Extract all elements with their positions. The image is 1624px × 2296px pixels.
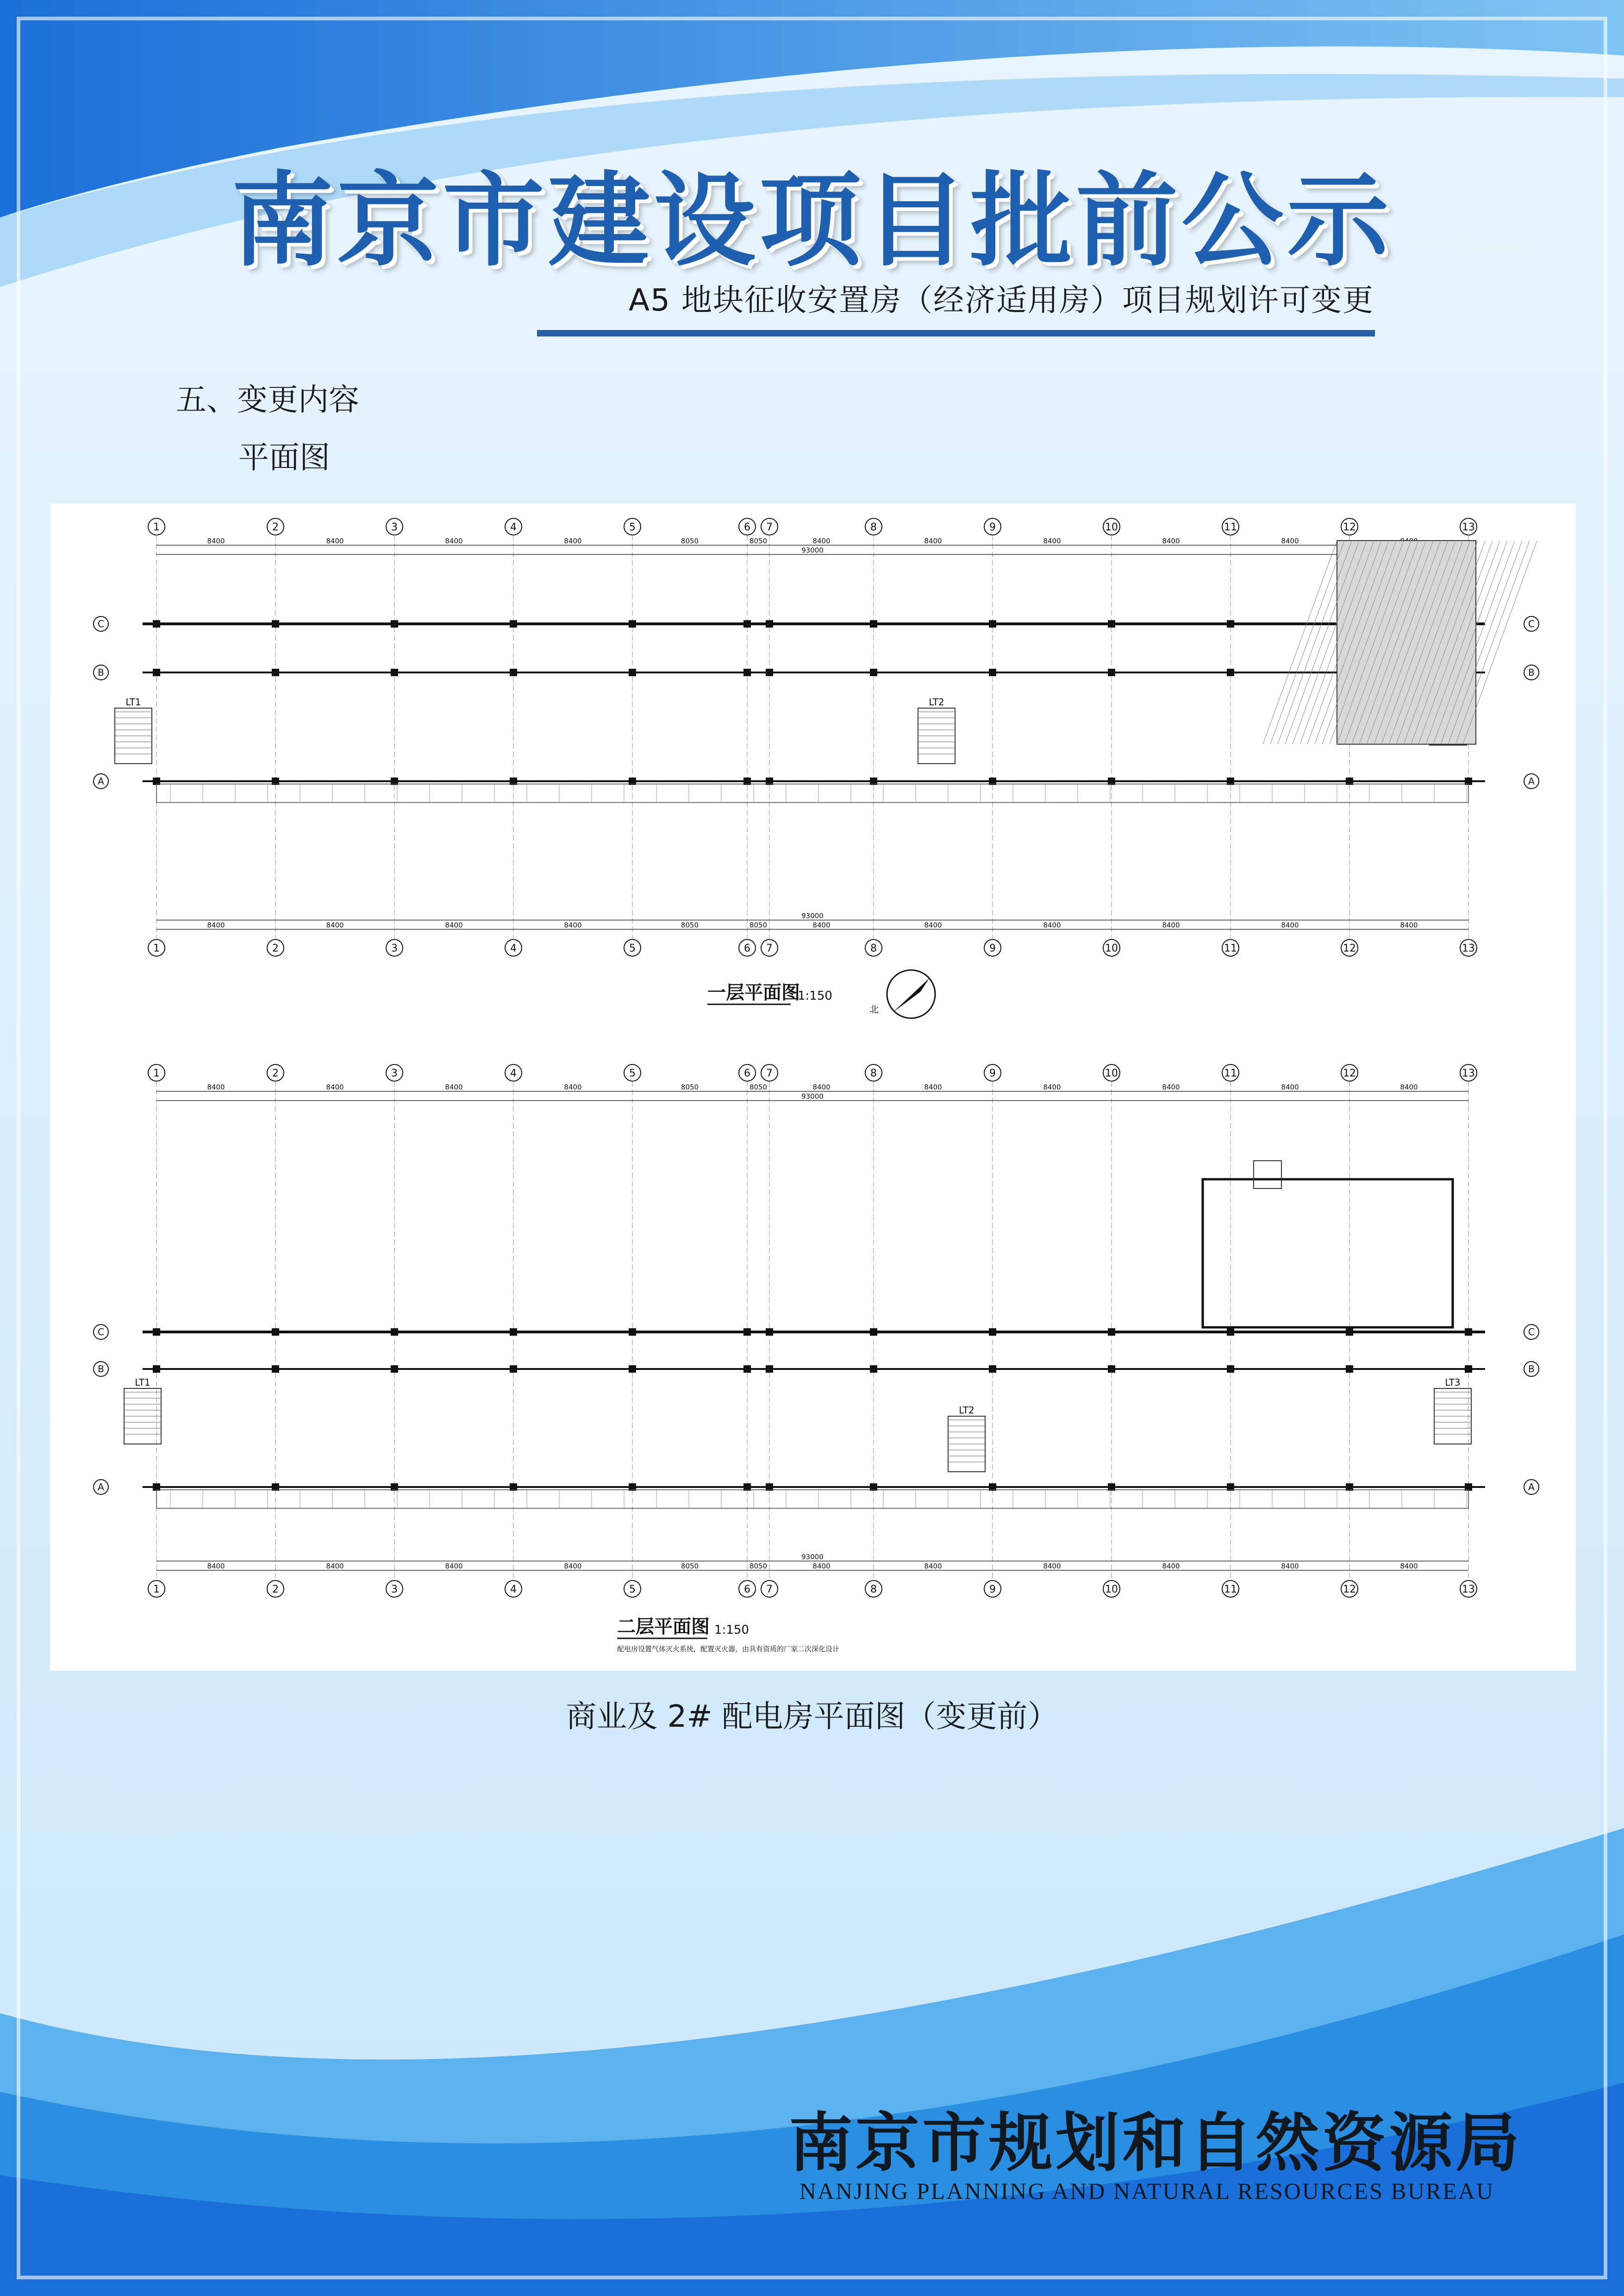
lift-label: LT3 <box>1445 1377 1461 1388</box>
row-label: C <box>1528 618 1535 629</box>
north-label: 北 <box>869 1004 879 1015</box>
structural-column <box>629 1365 636 1373</box>
bay-dimension: 8400 <box>812 1562 831 1570</box>
row-label: A <box>1528 1481 1535 1493</box>
grid-label: 7 <box>766 522 773 533</box>
bay-dimension: 8050 <box>749 1562 768 1570</box>
structural-column <box>1227 669 1234 676</box>
bay-dimension: 8400 <box>1281 921 1299 929</box>
grid-label: 8 <box>870 1068 877 1079</box>
storefront-band <box>156 784 1468 803</box>
structural-column <box>391 669 398 676</box>
bay-dimension: 8050 <box>749 921 768 929</box>
bay-dimension: 8400 <box>812 1083 831 1091</box>
overall-dimension: 93000 <box>801 1092 824 1101</box>
grid-label: 3 <box>391 1068 398 1079</box>
bay-dimension: 8400 <box>207 921 225 929</box>
grid-label: 9 <box>989 1068 996 1079</box>
bay-dimension: 8400 <box>326 921 344 929</box>
structural-column <box>1108 669 1115 676</box>
lift-label: LT1 <box>135 1377 150 1388</box>
storefront-band <box>156 1490 1468 1508</box>
section-subheading: 平面图 <box>238 440 330 475</box>
grid-label: 4 <box>510 1584 517 1595</box>
bureau-name-cn: 南京市规划和自然资源局 <box>788 2105 1522 2180</box>
structural-column <box>870 620 877 628</box>
structural-column <box>1108 1365 1115 1373</box>
grid-label: 7 <box>766 1068 773 1079</box>
structural-column <box>629 620 636 628</box>
grid-label: 1 <box>153 943 160 954</box>
structural-column <box>989 620 996 628</box>
grid-label: 2 <box>272 1584 279 1595</box>
structural-column <box>766 620 773 628</box>
structural-column <box>1108 1328 1115 1336</box>
structural-column <box>629 1328 636 1336</box>
grid-label: 6 <box>744 943 750 954</box>
lift-label: LT2 <box>959 1405 974 1416</box>
structural-column <box>153 669 160 676</box>
bay-dimension: 8050 <box>681 537 699 545</box>
row-label: B <box>1528 667 1535 678</box>
structural-column <box>510 620 517 628</box>
structural-column <box>1227 1365 1234 1373</box>
grid-label: 12 <box>1343 943 1356 954</box>
bay-dimension: 8400 <box>1162 921 1180 929</box>
bay-dimension: 8400 <box>924 1083 942 1091</box>
structural-column <box>743 669 751 676</box>
structural-column <box>743 1365 751 1373</box>
structural-column <box>766 1328 773 1336</box>
grid-label: 7 <box>766 943 773 954</box>
bay-dimension: 8400 <box>207 1562 225 1570</box>
bay-dimension: 8400 <box>1281 537 1299 545</box>
grid-label: 5 <box>629 1584 636 1595</box>
bay-dimension: 8400 <box>1281 1562 1299 1570</box>
structural-column <box>989 1365 996 1373</box>
grid-label: 4 <box>510 522 517 533</box>
grid-label: 12 <box>1343 1068 1356 1079</box>
structural-column <box>766 669 773 676</box>
grid-label: 5 <box>629 522 636 533</box>
structural-column <box>870 1328 877 1336</box>
structural-column <box>272 1328 279 1336</box>
grid-label: 9 <box>989 522 996 533</box>
row-label: A <box>98 1481 104 1493</box>
grid-label: 11 <box>1224 522 1237 533</box>
overall-dimension: 93000 <box>801 546 824 554</box>
structural-column <box>989 669 996 676</box>
grid-label: 6 <box>744 1068 750 1079</box>
structural-column <box>153 1365 160 1373</box>
grid-label: 2 <box>272 522 279 533</box>
lift-label: LT2 <box>929 697 944 708</box>
upper-stair <box>1254 1161 1281 1188</box>
bay-dimension: 8400 <box>1043 921 1061 929</box>
structural-column <box>743 620 751 628</box>
grid-label: 2 <box>272 1068 279 1079</box>
north-arrow <box>869 970 935 1018</box>
subtitle-underline <box>537 330 1375 336</box>
bay-dimension: 8400 <box>445 537 463 545</box>
bay-dimension: 8400 <box>812 921 831 929</box>
floor-plan-drawing <box>50 504 1576 1671</box>
bay-dimension: 8400 <box>1162 1083 1180 1091</box>
bay-dimension: 8400 <box>564 1562 582 1570</box>
structural-column <box>743 1328 751 1336</box>
bay-dimension: 8050 <box>681 1083 699 1091</box>
grid-label: 11 <box>1224 1068 1237 1079</box>
bay-dimension: 8400 <box>1281 1083 1299 1091</box>
bay-dimension: 8050 <box>749 1083 768 1091</box>
bay-dimension: 8400 <box>1043 1083 1061 1091</box>
section-heading: 五、变更内容 <box>176 382 359 417</box>
grid-label: 4 <box>510 943 517 954</box>
grid-label: 3 <box>391 522 398 533</box>
bay-dimension: 8050 <box>681 921 699 929</box>
bay-dimension: 8400 <box>564 537 582 545</box>
bay-dimension: 8400 <box>564 1083 582 1091</box>
bay-dimension: 8400 <box>207 1083 225 1091</box>
grid-label: 8 <box>870 943 877 954</box>
upper-room <box>1203 1179 1453 1327</box>
row-label: C <box>98 618 104 629</box>
plan2-title: 二层平面图 <box>617 1616 710 1637</box>
structural-column <box>1346 1328 1353 1336</box>
grid-label: 10 <box>1105 1068 1118 1079</box>
structural-column <box>870 669 877 676</box>
bay-dimension: 8050 <box>749 537 768 545</box>
structural-column <box>1346 1365 1353 1373</box>
bay-dimension: 8400 <box>1400 1562 1418 1570</box>
page-title: 南京市建设项目批前公示 <box>231 160 1393 280</box>
bay-dimension: 8400 <box>1400 921 1418 929</box>
project-subtitle: A5 地块征收安置房（经济适用房）项目规划许可变更 <box>628 282 1374 318</box>
grid-label: 13 <box>1462 1584 1475 1595</box>
grid-label: 13 <box>1462 522 1475 533</box>
plan2-note: 配电房设置气体灭火系统，配置灭火器，由具有资质的厂家二次深化设计 <box>617 1645 840 1653</box>
grid-label: 5 <box>629 1068 636 1079</box>
structural-column <box>510 669 517 676</box>
row-label: C <box>1528 1326 1535 1338</box>
grid-label: 13 <box>1462 1068 1475 1079</box>
structural-column <box>391 1328 398 1336</box>
grid-label: 9 <box>989 943 996 954</box>
structural-column <box>391 620 398 628</box>
row-label: A <box>1528 776 1535 787</box>
grid-label: 1 <box>153 522 160 533</box>
grid-label: 12 <box>1343 522 1356 533</box>
row-label: B <box>98 1363 104 1375</box>
drawing-caption: 商业及 2# 配电房平面图（变更前） <box>566 1699 1058 1734</box>
bureau-name-en: NANJING PLANNING AND NATURAL RESOURCES BUREAU <box>799 2178 1494 2204</box>
grid-label: 3 <box>391 943 398 954</box>
grid-label: 1 <box>153 1584 160 1595</box>
bay-dimension: 8400 <box>1400 1083 1418 1091</box>
first-floor-plan <box>94 518 1539 956</box>
row-label: C <box>98 1326 104 1338</box>
structural-column <box>391 1365 398 1373</box>
bay-dimension: 8400 <box>1043 537 1061 545</box>
lift-label: LT1 <box>125 697 141 708</box>
bay-dimension: 8400 <box>326 1083 344 1091</box>
structural-column <box>629 669 636 676</box>
bay-dimension: 8050 <box>681 1562 699 1570</box>
plan2-scale: 1:150 <box>714 1623 749 1637</box>
bay-dimension: 8400 <box>445 1083 463 1091</box>
structural-column <box>153 620 160 628</box>
structural-column <box>1465 1365 1472 1373</box>
bay-dimension: 8400 <box>445 1562 463 1570</box>
bay-dimension: 8400 <box>1043 1562 1061 1570</box>
grid-label: 7 <box>766 1584 773 1595</box>
grid-label: 11 <box>1224 943 1237 954</box>
grid-label: 9 <box>989 1584 996 1595</box>
structural-column <box>766 1365 773 1373</box>
structural-column <box>870 1365 877 1373</box>
bay-dimension: 8400 <box>207 537 225 545</box>
second-floor-plan <box>94 1064 1539 1597</box>
bay-dimension: 8400 <box>924 1562 942 1570</box>
grid-label: 6 <box>744 1584 750 1595</box>
grid-label: 12 <box>1343 1584 1356 1595</box>
row-label: B <box>98 667 104 678</box>
grid-label: 3 <box>391 1584 398 1595</box>
structural-column <box>989 1328 996 1336</box>
bay-dimension: 8400 <box>924 921 942 929</box>
bay-dimension: 8400 <box>564 921 582 929</box>
grid-label: 13 <box>1462 943 1475 954</box>
plan1-title: 一层平面图 <box>707 982 800 1003</box>
bay-dimension: 8400 <box>326 1562 344 1570</box>
grid-label: 10 <box>1105 943 1118 954</box>
structural-column <box>510 1328 517 1336</box>
bay-dimension: 8400 <box>812 537 831 545</box>
bay-dimension: 8400 <box>1162 537 1180 545</box>
grid-label: 6 <box>744 522 750 533</box>
structural-column <box>272 669 279 676</box>
grid-label: 1 <box>153 1068 160 1079</box>
row-label: A <box>98 776 104 787</box>
hatched-area <box>1337 541 1476 744</box>
grid-label: 8 <box>870 522 877 533</box>
structural-column <box>1227 620 1234 628</box>
bay-dimension: 8400 <box>445 921 463 929</box>
grid-label: 11 <box>1224 1584 1237 1595</box>
grid-label: 10 <box>1105 522 1118 533</box>
floor-plan-svg <box>50 504 1576 1671</box>
structural-column <box>510 1365 517 1373</box>
structural-column <box>1227 1328 1234 1336</box>
structural-column <box>1465 1328 1472 1336</box>
grid-label: 2 <box>272 943 279 954</box>
bay-dimension: 8400 <box>924 537 942 545</box>
plan1-scale: 1:150 <box>798 989 832 1003</box>
grid-label: 10 <box>1105 1584 1118 1595</box>
structural-column <box>272 620 279 628</box>
grid-label: 8 <box>870 1584 877 1595</box>
grid-label: 5 <box>629 943 636 954</box>
overall-dimension: 93000 <box>801 912 824 920</box>
grid-label: 4 <box>510 1068 517 1079</box>
structural-column <box>153 1328 160 1336</box>
structural-column <box>272 1365 279 1373</box>
overall-dimension: 93000 <box>801 1553 824 1561</box>
bay-dimension: 8400 <box>326 537 344 545</box>
bay-dimension: 8400 <box>1162 1562 1180 1570</box>
row-label: B <box>1528 1363 1535 1375</box>
structural-column <box>1108 620 1115 628</box>
